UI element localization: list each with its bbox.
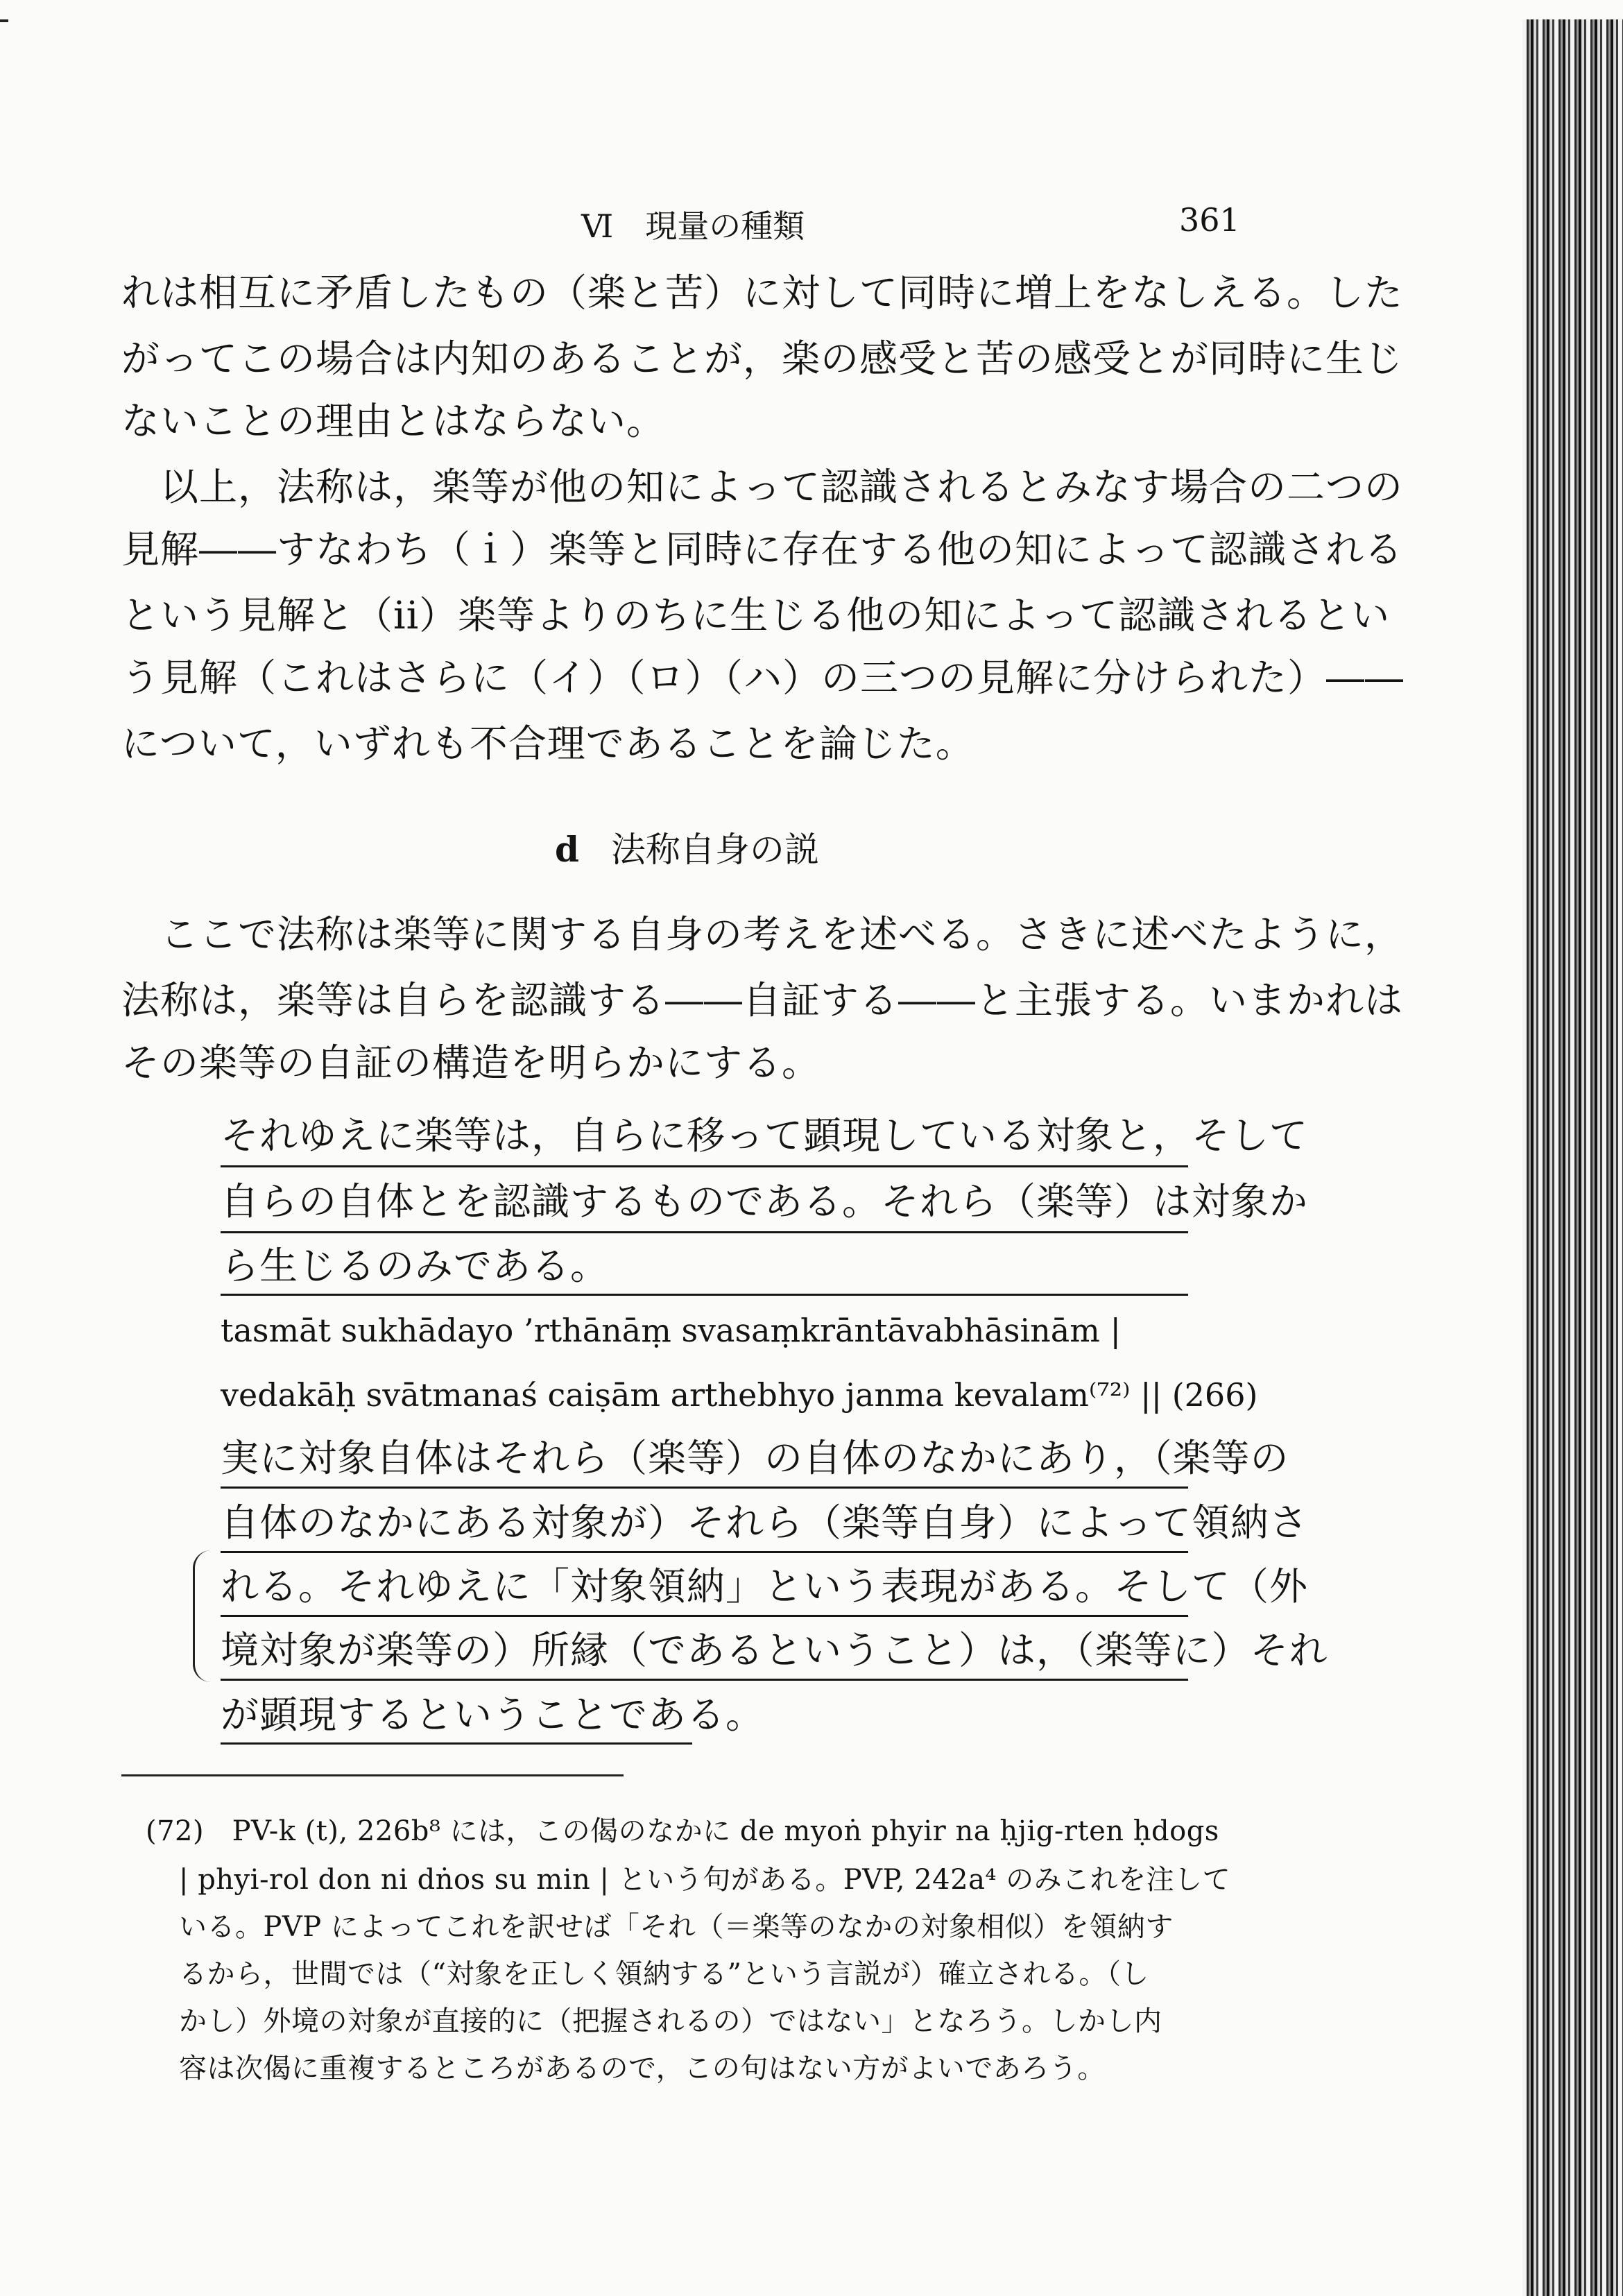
underline [221, 1231, 1188, 1233]
footnote-line-2: | phyi-rol don ni dṅos su min | という句がある。PVP, 242a⁴ のみこれを注して [179, 1864, 1231, 1896]
underline [221, 1551, 1188, 1553]
underline [221, 1294, 1188, 1296]
footnote-line-1: (72) PV-k (t), 226b⁸ には，この偈のなかに de myoṅ phyir na ḥjig-rten ḥdogs [146, 1815, 1219, 1847]
body-line-6: という見解と（ii）楽等よりのちに生じる他の知によって認識されるとい [121, 593, 1391, 637]
sanskrit-line-1: tasmāt sukhādayo ’rthānāṃ svasaṃkrāntāvabhāsinām | [221, 1312, 1121, 1349]
quote-line-1: それゆえに楽等は，自らに移って顕現している対象と，そして [221, 1113, 1309, 1158]
section-letter: d [555, 829, 579, 870]
scan-edge-shadow [1522, 19, 1623, 2296]
underline [221, 1487, 1188, 1489]
body-line-7: う見解（これはさらに（イ）（ロ）（ハ）の三つの見解に分けられた）―― [121, 656, 1405, 700]
quote-line-3: ら生じるのみである。 [221, 1244, 610, 1288]
footnote-rule [121, 1774, 624, 1776]
page-number: 361 [1179, 201, 1240, 239]
quote-line-2: 自らの自体とを認識するものである。それら（楽等）は対象か [221, 1179, 1309, 1224]
body-line-4: 以上，法称は，楽等が他の知によって認識されるとみなす場合の二つの [121, 465, 1404, 509]
scan-mark [0, 19, 8, 22]
body-line-2: がってこの場合は内知のあることが，楽の感受と苦の感受とが同時に生じ [121, 336, 1404, 381]
margin-bracket-mark [193, 1550, 213, 1682]
underline [221, 1679, 1188, 1681]
footnote-line-5: かし）外境の対象が直接的に（把握されるの）ではない」となろう。しかし内 [179, 2005, 1162, 2037]
section-title: 法称自身の説 [610, 830, 819, 870]
sanskrit-line-2: vedakāḥ svātmanaś caiṣām arthebhyo janma kevalam⁽⁷²⁾ || (266) [221, 1376, 1258, 1414]
section-heading [555, 822, 819, 872]
footnote-line-6: 容は次偈に重複するところがあるので，この句はない方がよいであろう。 [179, 2053, 1106, 2084]
body-line-3: ないことの理由とはならない。 [121, 399, 666, 443]
body-line-8: について，いずれも不合理であることを論じた。 [121, 721, 974, 766]
footnote-line-4: るから，世間では（“対象を正しく領納する”という言説が）確立される。（し [179, 1958, 1149, 1990]
underline [221, 1615, 1188, 1617]
footnote-line-3: いる。PVP によってこれを訳せば「それ（＝楽等のなかの対象相似）を領納す [179, 1911, 1174, 1943]
commentary-line-1: 実に対象自体はそれら（楽等）の自体のなかにあり，（楽等の [221, 1436, 1289, 1480]
body-line-1: れは相互に矛盾したもの（楽と苦）に対して同時に増上をなしえる。した [121, 271, 1404, 315]
commentary-line-4: 境対象が楽等の）所縁（であるということ）は，（楽等に）それ [221, 1628, 1328, 1672]
commentary-line-2: 自体のなかにある対象が）それら（楽等自身）によって領納さ [221, 1500, 1309, 1545]
body-line-5: 見解――すなわち（ｉ）楽等と同時に存在する他の知によって認識される [121, 527, 1404, 572]
commentary-line-5: が顕現するということである。 [221, 1693, 765, 1737]
section-line-3: その楽等の自証の構造を明らかにする。 [121, 1040, 821, 1085]
underline [221, 1165, 1188, 1167]
commentary-line-3: れる。それゆえに「対象領納」という表現がある。そして（外 [221, 1564, 1309, 1609]
section-line-2: 法称は，楽等は自らを認識する――自証する――と主張する。いまかれは [121, 978, 1404, 1022]
section-line-1: ここで法称は楽等に関する自身の考えを述べる。さきに述べたように， [121, 912, 1404, 957]
running-header-title: Ⅵ 現量の種類 [581, 207, 805, 245]
underline [221, 1742, 692, 1745]
